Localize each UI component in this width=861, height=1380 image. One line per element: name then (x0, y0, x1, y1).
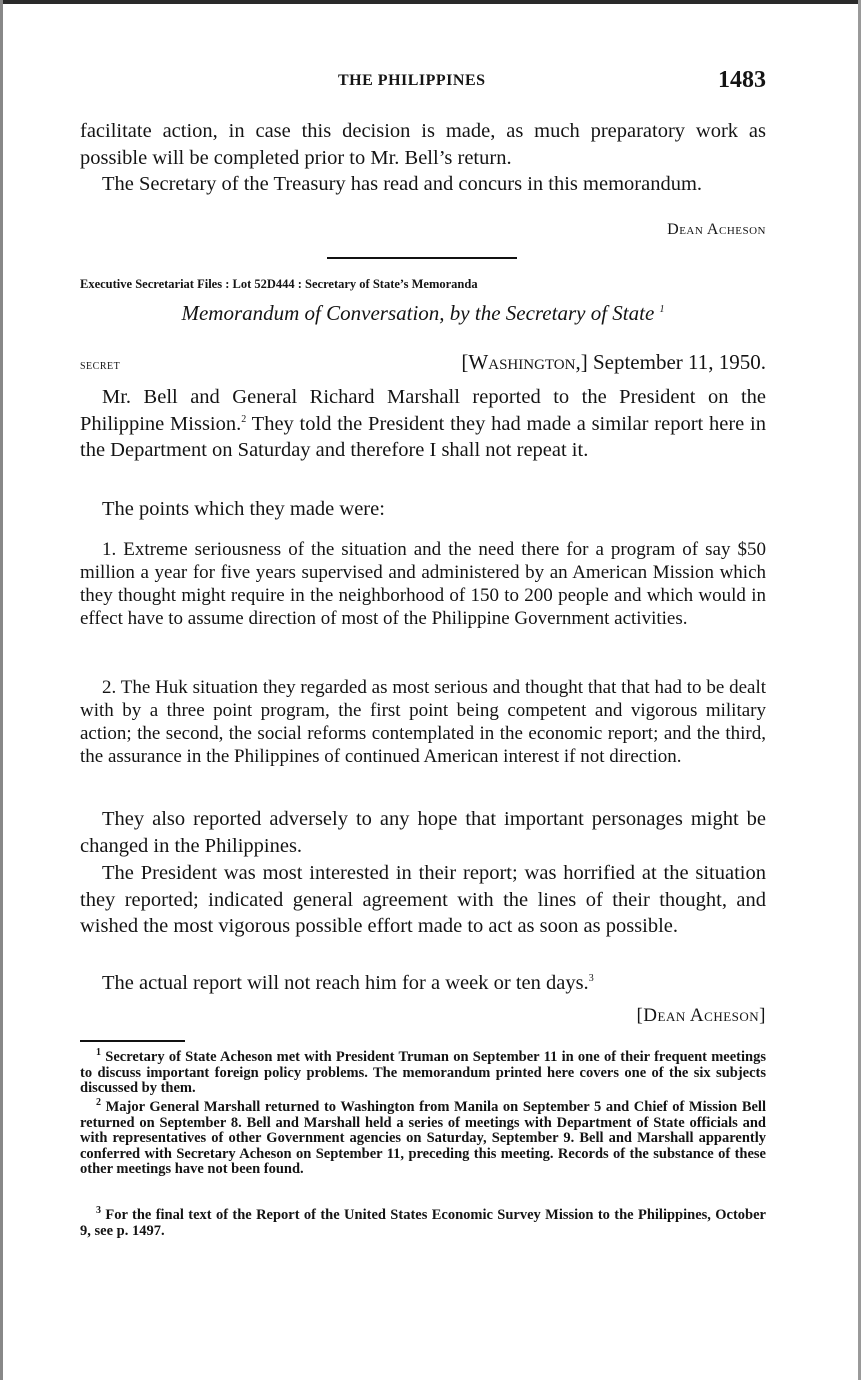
scan-left-edge (0, 0, 3, 1380)
footnote-divider (80, 1040, 185, 1042)
dateline (461, 350, 766, 375)
place-close: ,] (575, 350, 588, 374)
footnote-ref-3: 3 (588, 973, 594, 985)
footnote-3 (80, 1205, 766, 1239)
footnote-2-text: Major General Marshall returned to Washington from Manila on September 5 and Chief of Mission Bell returned on September 8. Bell and Marshall held a series of meetings with Department of State officials and with representatives of other Government agencies on Saturday, September 9. Bell and Marshall apparently conferred with Secretary Acheson on September 11, preceding this meeting. Records of the substance of these other meetings have not been found. (80, 1099, 766, 1178)
footnote-ref-2: 2 (241, 413, 247, 425)
continuation-signature: Dean Acheson (667, 221, 766, 238)
classification-label: secret (80, 358, 121, 373)
running-head-title: THE PHILIPPINES (338, 72, 486, 89)
continuation-paragraph-2: The Secretary of the Treasury has read and concurs in this memorandum. (102, 173, 703, 195)
section-divider (327, 257, 517, 259)
page-number: 1483 (718, 67, 766, 93)
body-paragraph-1-end: They told the President they had made a similar report here in the Department on Saturday and therefore I shall not repeat it. (80, 412, 766, 461)
body-paragraph-5-text: The actual report will not reach him for a week or ten days. (102, 972, 589, 994)
body-paragraph-1-start: Mr. Bell and General Richard Marshall reported to the President on the Philippine Mission. (80, 386, 766, 435)
body-paragraph-1 (80, 384, 766, 464)
file-reference: Executive Secretariat Files : Lot 52D444 : Secretary of State’s Memoranda (80, 277, 478, 291)
memo-title-text: Memorandum of Conversation, by the Secretary of State (181, 301, 655, 325)
footnote-1-text: Secretary of State Acheson met with President Truman on September 11 in one of their frequent meetings to discuss important foreign policy problems. The memorandum printed here covers one of the six subjects discussed by them. (80, 1049, 766, 1097)
date: September 11, 1950. (592, 350, 766, 374)
body-paragraph-2: The points which they made were: (102, 498, 385, 520)
continuation-paragraph-1: facilitate action, in case this decision is made, as much preparatory work as possible will be completed prior to Mr. Bell’s return. (80, 120, 766, 169)
memo-title (80, 301, 766, 326)
footnote-1 (80, 1047, 766, 1097)
footnote-3-text: For the final text of the Report of the United States Economic Survey Mission to the Philippines, October 9, see p. 1497. (80, 1207, 766, 1239)
point-2: 2. The Huk situation they regarded as most serious and thought that that had to be dealt with by a three point program, the first point being competent and vigorous military action; the second, the social reforms contemplated in the economic report; and the third, the assurance in the Philippines of continued American interest if not direction. (80, 677, 766, 767)
footnote-3-mark: 3 (96, 1205, 101, 1217)
footnote-2 (80, 1097, 766, 1178)
body-paragraph-3: They also reported adversely to any hope that important personages might be changed in the Philippines. (80, 808, 766, 857)
scan-top-edge (0, 0, 861, 4)
footnote-ref-1: 1 (659, 304, 665, 315)
point-1: 1. Extreme seriousness of the situation and the need there for a program of say $50 million a year for five years supervised and administered by an American Mission which they thought might require in the neighborhood of 150 to 200 people and which would in effect have to assume direction of most of the Philippine Government activities. (80, 539, 766, 629)
place-open: [ (461, 350, 469, 374)
memo-signature: [Dean Acheson] (636, 1005, 766, 1026)
footnote-2-mark: 2 (96, 1097, 101, 1109)
body-paragraph-5 (80, 970, 766, 997)
footnote-1-mark: 1 (96, 1047, 101, 1059)
body-paragraph-4: The President was most interested in their report; was horrified at the situation they reported; indicated general agreement with the lines of their thought, and wished the most vigorous possible effort made to act as soon as possible. (80, 862, 766, 937)
place-name: Washington (468, 350, 576, 374)
